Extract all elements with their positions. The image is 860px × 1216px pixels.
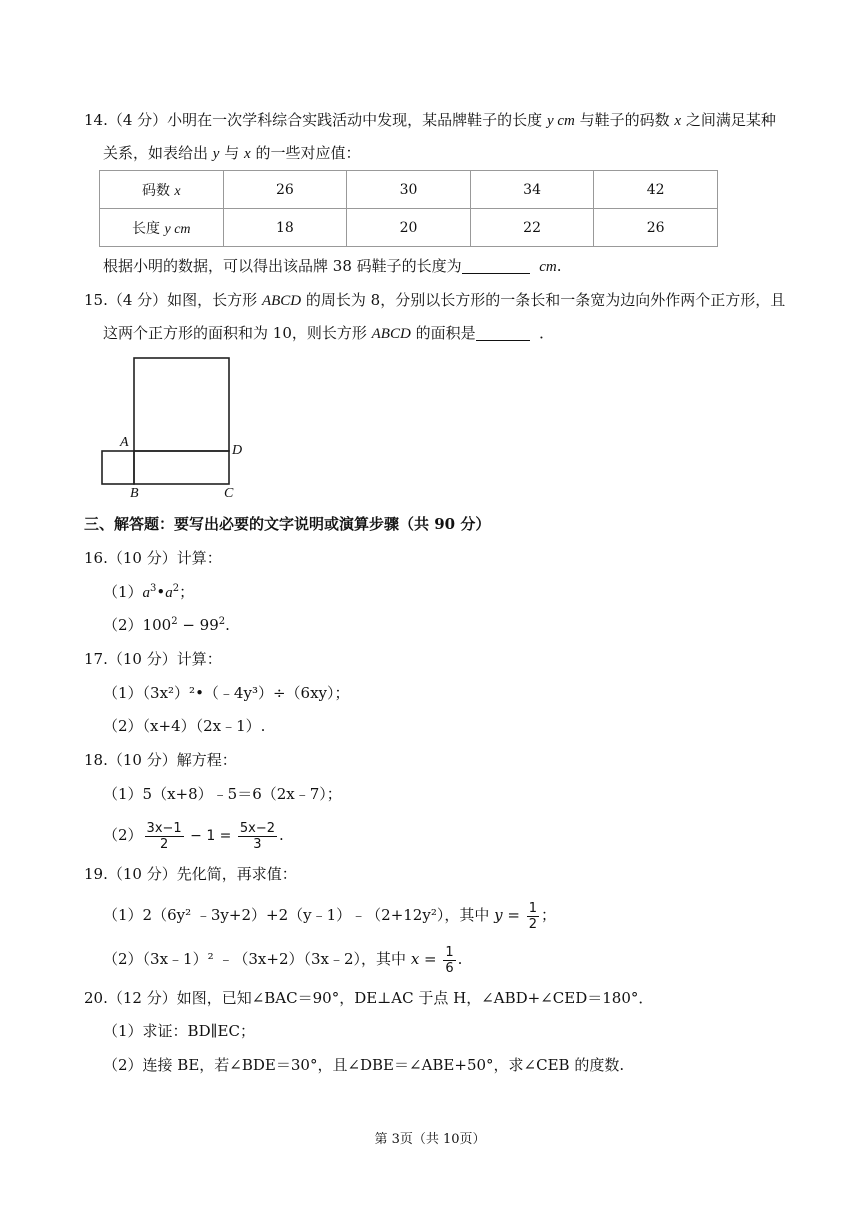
- q19-part1: （1）2（6y² ﹣3y+2）+2（y﹣1）﹣（2+12y²），其中 y = $\frac{1}{2}$ ；: [103, 900, 556, 932]
- fraction: $\frac{1}{2}$: [528, 900, 537, 932]
- fraction: $\frac{1}{6}$: [445, 944, 454, 976]
- q19-head: 19.（10 分）先化简，再求值：: [84, 865, 297, 883]
- q15-line2: 这两个正方形的面积和为 10，则长方形 ABCD 的面积是 ．: [103, 324, 555, 342]
- table-cell: 20: [347, 209, 471, 247]
- table-cell: 码数 x: [100, 171, 224, 209]
- q17-part2: （2）（x+4）（2x﹣1）.: [103, 717, 266, 735]
- q18-head: 18.（10 分）解方程：: [84, 751, 237, 769]
- q18-part2: （2） $\frac{3x-1}{2}$ − 1 = $\frac{5x-2}{3}$ .: [103, 820, 284, 852]
- q14-table: [99, 170, 718, 247]
- answer-blank[interactable]: [462, 257, 530, 274]
- rectangle-abcd: [134, 451, 229, 484]
- q20-head: 20.（12 分）如图，已知∠BAC＝90°，DE⊥AC 于点 H，∠ABD+∠CED＝180°．: [84, 989, 654, 1007]
- large-square: [134, 358, 229, 451]
- table-cell: 42: [594, 171, 718, 209]
- fraction: $\frac{3x-1}{2}$: [146, 820, 182, 852]
- label-d: D: [232, 443, 243, 458]
- table-row: [100, 209, 718, 247]
- q16-part2: $(2)100^2 - 99^2$.: [103, 616, 230, 634]
- label-b: B: [130, 486, 139, 501]
- label-a: A: [120, 435, 129, 450]
- table-row: [100, 171, 718, 209]
- q17-head: 17.（10 分）计算：: [84, 650, 222, 668]
- q15-line1: 15.（4 分）如图，长方形 ABCD 的周长为 8，分别以长方形的一条长和一条宽为边向外作两个正方形，且: [84, 291, 786, 309]
- q18-part1: （1）5（x+8）﹣5＝6（2x﹣7）；: [103, 785, 342, 803]
- answer-blank[interactable]: [476, 324, 530, 341]
- table-cell: 22: [470, 209, 594, 247]
- page-footer: 第 3页（共 10页）: [374, 1132, 486, 1147]
- q20-part1: （1）求证：BD∥EC；: [103, 1022, 255, 1040]
- table-cell: 18: [223, 209, 347, 247]
- table-cell: 26: [223, 171, 347, 209]
- rectangle-squares-figure: [98, 352, 258, 504]
- q14-line1: 14.（4 分）小明在一次学科综合实践活动中发现，某品牌鞋子的长度 y cm 与鞋子的码数 x 之间满足某种: [84, 111, 776, 129]
- table-cell: 长度 y cm: [100, 209, 224, 247]
- q14-line2: 关系，如表给出 y 与 x 的一些对应值：: [103, 144, 361, 162]
- section-heading: 三、解答题：要写出必要的文字说明或演算步骤（共 90 分）: [84, 515, 491, 533]
- table-cell: 30: [347, 171, 471, 209]
- q14-line3: 根据小明的数据，可以得出该品牌 38 码鞋子的长度为 cm.: [103, 257, 562, 275]
- table-cell: 34: [470, 171, 594, 209]
- small-square: [102, 451, 134, 484]
- q16-head: 16.（10 分）计算：: [84, 549, 222, 567]
- table-cell: 26: [594, 209, 718, 247]
- q20-part2: （2）连接 BE，若∠BDE＝30°，且∠DBE＝∠ABE+50°，求∠CEB 的度数.: [103, 1056, 625, 1074]
- fraction: $\frac{5x-2}{3}$: [239, 820, 275, 852]
- q17-part1: （1）（3x²）²•（﹣4y³）÷（6xy）；: [103, 684, 350, 702]
- label-c: C: [224, 486, 234, 501]
- q19-part2: （2）（3x﹣1）² ﹣（3x+2）（3x﹣2），其中 x = $\frac{1}{6}$ .: [103, 944, 463, 976]
- q16-part1: $(1)a^3•a^2$；: [103, 583, 195, 601]
